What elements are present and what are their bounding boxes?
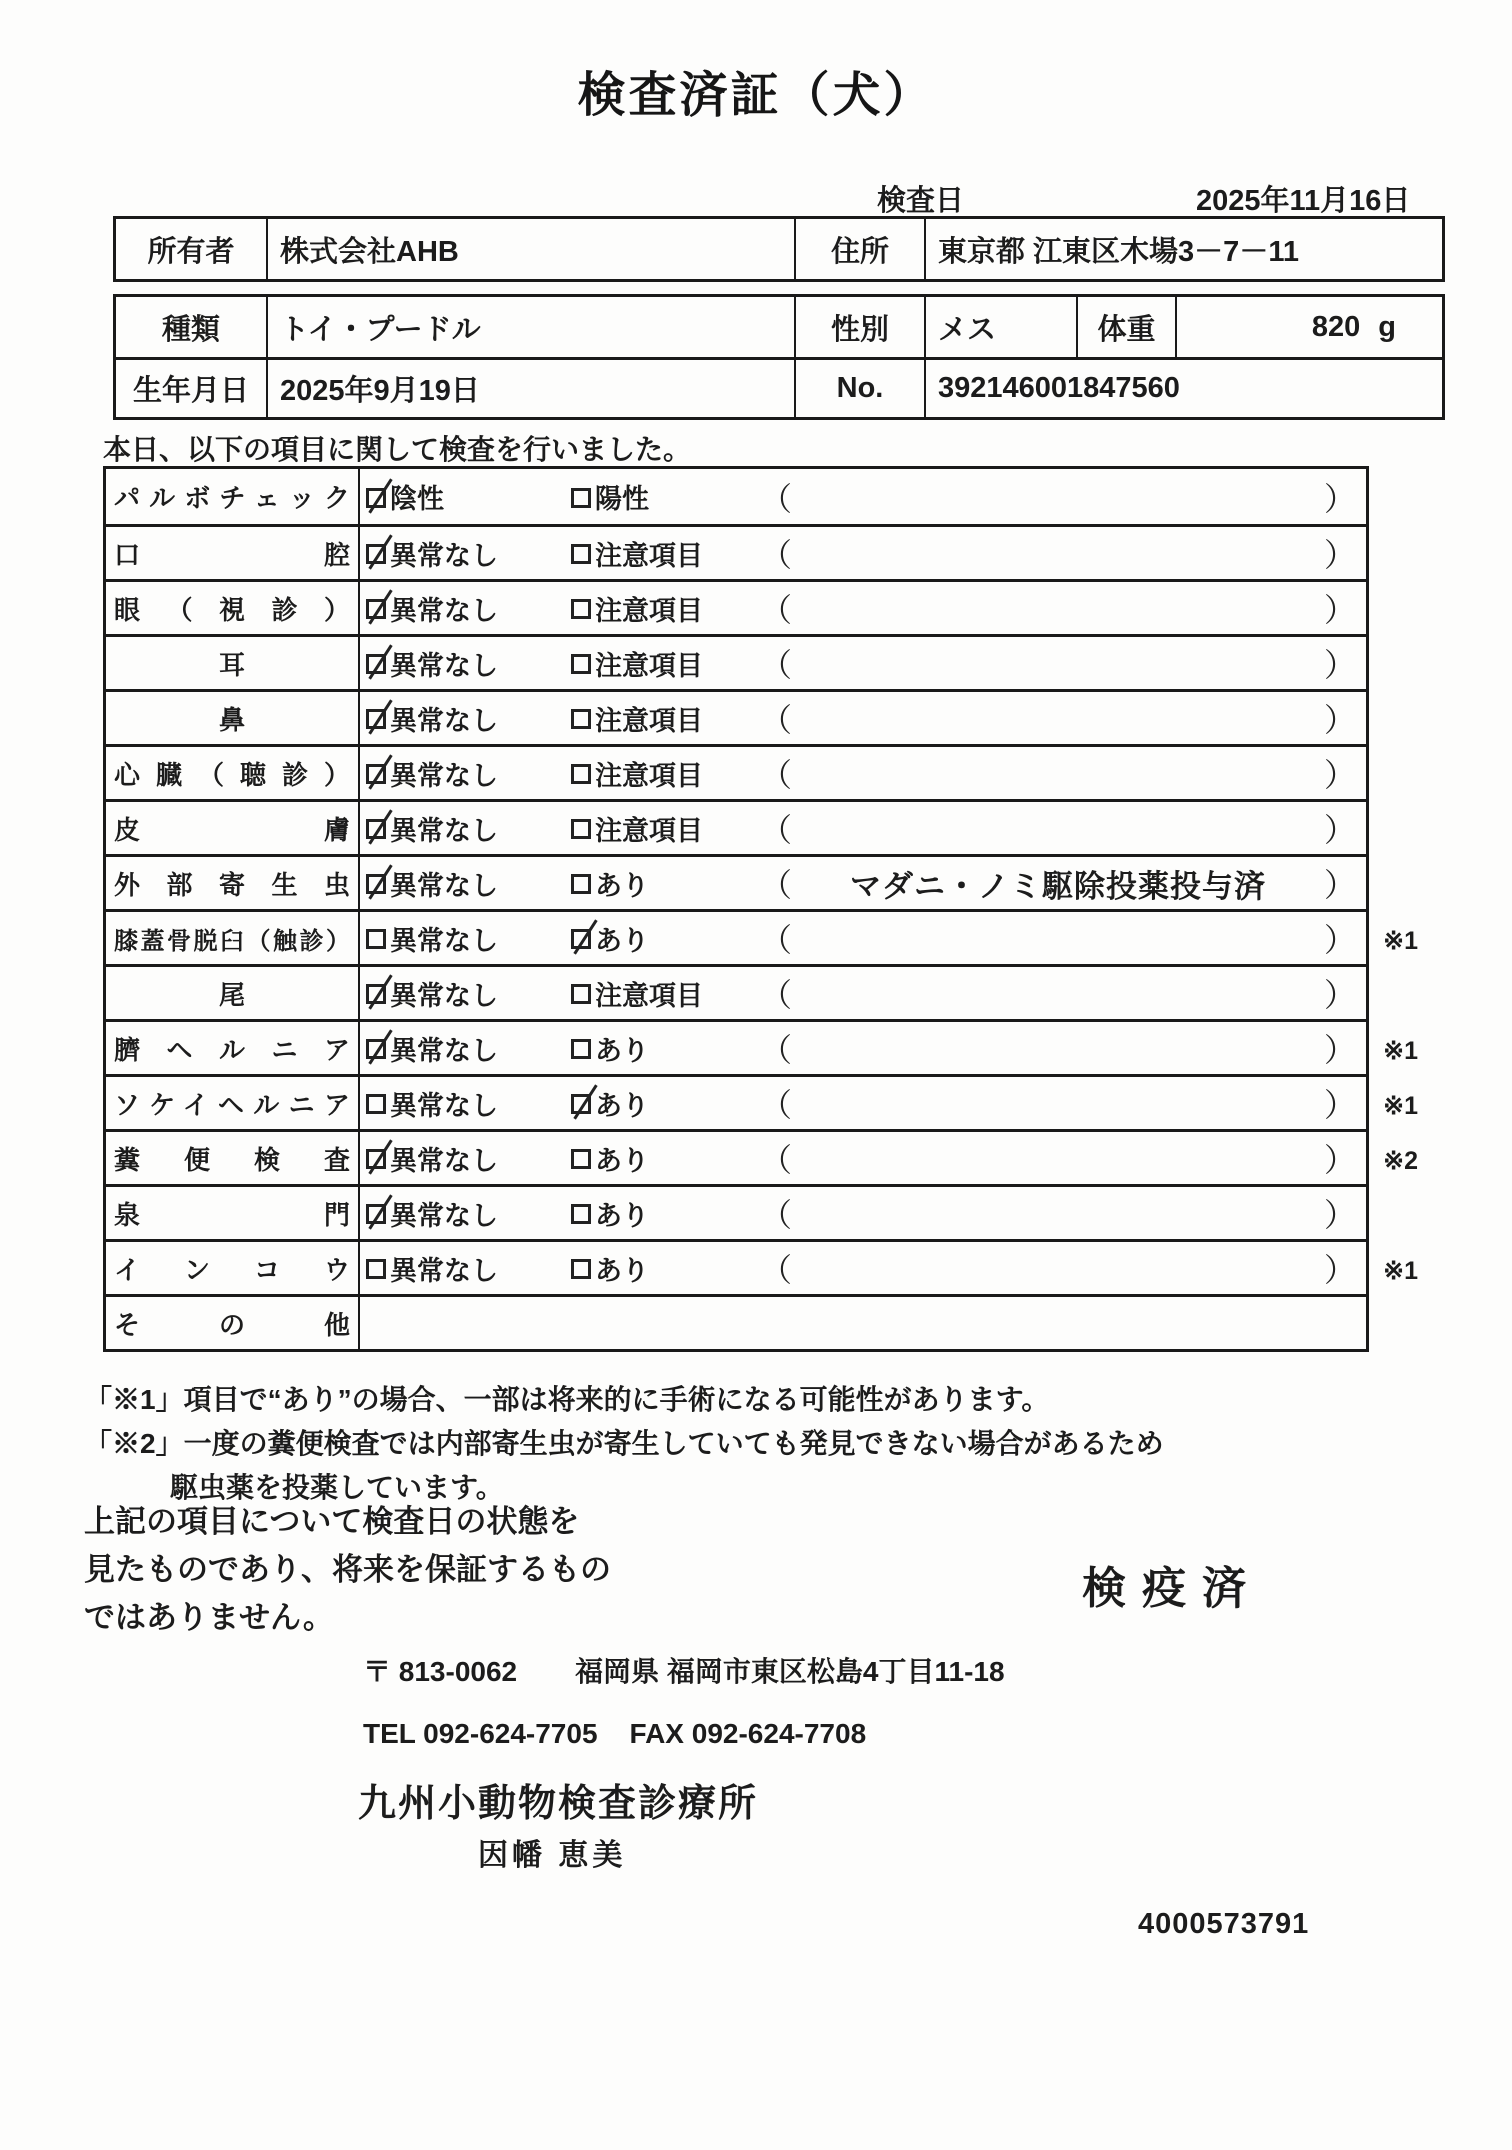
opt2-label: 注意項目: [595, 540, 703, 571]
option-opt2: [571, 534, 760, 573]
row-label: [106, 1242, 360, 1294]
opt1-checkbox-icon: [366, 819, 386, 839]
row-label-text: 泉門: [114, 1199, 350, 1230]
disclaimer-text: [84, 1498, 611, 1642]
paren-open: （: [760, 702, 793, 738]
owner-value: 株式会社AHB: [268, 219, 796, 279]
row-label: [106, 1187, 360, 1239]
row-content: [360, 802, 1366, 854]
option-opt1: [366, 1194, 571, 1233]
option-opt1: [366, 477, 571, 516]
inspection-row: [106, 524, 1366, 579]
opt2-label: 注意項目: [595, 760, 703, 791]
footnotes: [84, 1378, 1164, 1510]
paren-close: ）: [1323, 702, 1356, 738]
row-label-text: 口腔: [114, 539, 350, 570]
paren-close: ）: [1323, 757, 1356, 793]
opt1-checkbox-icon: [366, 1259, 386, 1279]
opt2-checkbox-icon: [571, 819, 591, 839]
weight-value: 820: [1311, 310, 1361, 343]
opt1-label: 異常なし: [390, 760, 498, 791]
remark-field: [760, 915, 1366, 961]
option-opt2: [571, 919, 760, 958]
row-label: [106, 527, 360, 579]
option-opt2: [571, 1139, 760, 1178]
inspection-date-label: 検査日: [877, 185, 965, 217]
opt2-label: 注意項目: [595, 705, 703, 736]
disclaimer-line-3: ではありません。: [84, 1600, 334, 1635]
sex-value: メス: [926, 297, 1078, 357]
row-content: [360, 1022, 1366, 1074]
footnote-mark: ※1: [1383, 927, 1418, 955]
remark-field: [760, 805, 1366, 851]
opt2-checkbox-icon: [571, 1259, 591, 1279]
option-opt1: [366, 644, 571, 683]
row-label: [106, 469, 360, 524]
row-content: [360, 469, 1366, 524]
option-opt2: [571, 864, 760, 903]
page-title: 検査済証（犬）: [577, 69, 935, 122]
paren-open: （: [760, 867, 793, 903]
remark-field: [760, 1025, 1366, 1071]
row-label: [106, 857, 360, 909]
opt1-label: 異常なし: [390, 1090, 498, 1121]
inspection-row: [106, 799, 1366, 854]
opt2-checkbox-icon: [571, 1149, 591, 1169]
option-opt2: [571, 754, 760, 793]
paren-open: （: [760, 812, 793, 848]
inspection-row: [106, 909, 1418, 964]
row-content: [360, 1077, 1366, 1129]
opt1-label: 異常なし: [390, 1200, 498, 1231]
disclaimer-line-2: 見たものであり、将来を保証するもの: [84, 1552, 611, 1587]
pet-row-1: [116, 297, 1442, 357]
row-content: [360, 1187, 1366, 1239]
remark-field: [760, 530, 1366, 576]
opt2-label: 陽性: [595, 484, 649, 514]
opt2-checkbox-icon: [571, 929, 591, 949]
inspection-row: [106, 1239, 1418, 1294]
row-label: [106, 747, 360, 799]
postal-code: 〒 813-0062: [363, 1656, 518, 1687]
vet-name: 因幡 恵美: [478, 1839, 627, 1872]
row-label-text: 臍ヘルニア: [114, 1034, 350, 1065]
opt1-checkbox-icon: [366, 1149, 386, 1169]
paren-close: ）: [1323, 867, 1356, 903]
owner-address-value: 東京都 江東区木場3－7－11: [938, 235, 1299, 268]
paren-close: ）: [1323, 922, 1356, 958]
paren-open: （: [760, 1032, 793, 1068]
row-label-text: 尾: [218, 979, 245, 1010]
tel-number: TEL 092-624-7705: [363, 1718, 598, 1749]
remark-field: [760, 750, 1366, 796]
option-opt1: [366, 809, 571, 848]
paren-open: （: [760, 922, 793, 958]
row-label: [106, 1077, 360, 1129]
opt2-checkbox-icon: [571, 544, 591, 564]
option-opt2: [571, 809, 760, 848]
row-content: [360, 692, 1366, 744]
paren-open: （: [760, 1087, 793, 1123]
opt2-label: 注意項目: [595, 650, 703, 681]
remark-field: [760, 640, 1366, 686]
opt2-label: 注意項目: [595, 815, 703, 846]
sex-label: 性別: [796, 297, 926, 357]
opt1-checkbox-icon: [366, 764, 386, 784]
opt1-label: 異常なし: [390, 925, 498, 956]
inspection-row: [106, 634, 1366, 689]
option-opt2: [571, 589, 760, 628]
option-opt2: [571, 699, 760, 738]
intro-text: 本日、以下の項目に関して検査を行いました。: [103, 434, 692, 465]
weight-unit: g: [1378, 310, 1396, 343]
opt1-checkbox-icon: [366, 488, 386, 508]
opt2-checkbox-icon: [571, 599, 591, 619]
paren-open: （: [760, 977, 793, 1013]
option-opt2: [571, 1029, 760, 1068]
inspection-row: [106, 579, 1366, 634]
row-label: [106, 637, 360, 689]
option-opt1: [366, 919, 571, 958]
opt1-checkbox-icon: [366, 709, 386, 729]
option-opt1: [366, 864, 571, 903]
footnote-2: 「※2」一度の糞便検査では内部寄生虫が寄生していても発見できない場合があるため: [84, 1428, 1164, 1459]
option-opt1: [366, 534, 571, 573]
inspection-row: [106, 1019, 1418, 1074]
owner-label: 所有者: [116, 219, 268, 279]
option-opt1: [366, 589, 571, 628]
row-label-text: インコウ: [114, 1254, 350, 1285]
option-opt1: [366, 1029, 571, 1068]
row-label-text: 糞便検査: [114, 1144, 350, 1175]
opt1-label: 異常なし: [390, 705, 498, 736]
paren-close: ）: [1323, 592, 1356, 628]
breed-label: 種類: [116, 297, 268, 357]
opt1-checkbox-icon: [366, 874, 386, 894]
opt1-checkbox-icon: [366, 654, 386, 674]
inspection-row: [106, 1294, 1366, 1349]
row-label-text: パルボチェック: [114, 483, 350, 513]
row-label: [106, 1022, 360, 1074]
birth-label: 生年月日: [116, 360, 268, 417]
option-opt1: [366, 699, 571, 738]
option-opt1: [366, 1084, 571, 1123]
opt1-label: 異常なし: [390, 650, 498, 681]
disclaimer-line-1: 上記の項目について検査日の状態を: [84, 1504, 580, 1539]
inspection-row: [106, 1074, 1418, 1129]
clinic-tel-line: [363, 1718, 866, 1750]
row-content: [360, 1242, 1366, 1294]
option-opt2: [571, 477, 760, 516]
opt1-checkbox-icon: [366, 544, 386, 564]
paren-close: ）: [1323, 647, 1356, 683]
opt2-checkbox-icon: [571, 1039, 591, 1059]
opt2-label: あり: [595, 925, 649, 956]
remark-field: [760, 474, 1366, 520]
opt1-label: 異常なし: [390, 815, 498, 846]
remark-field: [760, 585, 1366, 631]
paren-close: ）: [1323, 1032, 1356, 1068]
paren-open: （: [760, 480, 793, 517]
footnote-mark: ※2: [1383, 1147, 1418, 1175]
row-label: [106, 912, 360, 964]
remark-field: [760, 1135, 1366, 1181]
opt1-label: 異常なし: [390, 870, 498, 901]
row-content: [360, 637, 1366, 689]
option-opt1: [366, 1139, 571, 1178]
opt1-label: 異常なし: [390, 1035, 498, 1066]
row-label: [106, 692, 360, 744]
paren-open: （: [760, 1252, 793, 1288]
opt2-checkbox-icon: [571, 1204, 591, 1224]
row-label-text: 外部寄生虫: [114, 869, 350, 900]
row-label-text: 心臓（聴診）: [114, 759, 350, 790]
pet-row-2: [116, 357, 1442, 417]
remark-text: マダニ・ノミ駆除投薬投与済: [850, 868, 1266, 904]
row-content: [360, 967, 1366, 1019]
clinic-postal-line: [363, 1650, 1005, 1690]
paren-open: （: [760, 592, 793, 628]
opt1-checkbox-icon: [366, 1094, 386, 1114]
weight-cell: [1177, 297, 1442, 357]
opt2-label: あり: [595, 1090, 649, 1121]
row-label: [106, 1297, 360, 1349]
opt2-checkbox-icon: [571, 488, 591, 508]
paren-close: ）: [1323, 812, 1356, 848]
remark-field: [760, 695, 1366, 741]
inspection-row: [106, 689, 1366, 744]
footnote-2-cont: 駆虫薬を投薬しています。: [170, 1472, 504, 1503]
paren-close: ）: [1323, 480, 1356, 517]
row-label: [106, 582, 360, 634]
remark-field: [760, 1080, 1366, 1126]
breed-value: トイ・プードル: [268, 297, 796, 357]
remark-field: [760, 1190, 1366, 1236]
opt1-label: 異常なし: [390, 540, 498, 571]
opt1-label: 異常なし: [390, 980, 498, 1011]
opt2-label: あり: [595, 1200, 649, 1231]
paren-close: ）: [1323, 1142, 1356, 1178]
opt2-checkbox-icon: [571, 709, 591, 729]
paren-close: ）: [1323, 537, 1356, 573]
paren-open: （: [760, 537, 793, 573]
paren-open: （: [760, 647, 793, 683]
opt2-checkbox-icon: [571, 654, 591, 674]
paren-close: ）: [1323, 1252, 1356, 1288]
paren-close: ）: [1323, 1197, 1356, 1233]
owner-address-label: 住所: [796, 219, 926, 279]
inspection-table: [103, 466, 1418, 1352]
paren-open: （: [760, 757, 793, 793]
remark-field: [760, 970, 1366, 1016]
clinic-name: 九州小動物検査診療所: [358, 1783, 759, 1825]
opt2-checkbox-icon: [571, 764, 591, 784]
row-content: [360, 582, 1366, 634]
footnote-mark: ※1: [1383, 1257, 1418, 1285]
row-label-text: 鼻: [218, 704, 245, 735]
option-opt2: [571, 1084, 760, 1123]
row-content: [360, 912, 1366, 964]
opt2-checkbox-icon: [571, 874, 591, 894]
no-label: No.: [796, 360, 926, 417]
option-opt2: [571, 1194, 760, 1233]
row-content: [360, 527, 1366, 579]
inspection-row: [106, 744, 1366, 799]
opt2-checkbox-icon: [571, 1094, 591, 1114]
option-opt1: [366, 974, 571, 1013]
opt1-checkbox-icon: [366, 599, 386, 619]
row-content: [360, 747, 1366, 799]
option-opt2: [571, 644, 760, 683]
fax-number: FAX 092-624-7708: [629, 1718, 867, 1749]
remark-field: [760, 860, 1366, 906]
option-opt1: [366, 1249, 571, 1288]
opt1-label: 異常なし: [390, 595, 498, 626]
opt2-label: あり: [595, 1145, 649, 1176]
row-label-text: 皮膚: [114, 814, 350, 845]
row-content: [360, 1297, 1366, 1349]
row-label-text: 耳: [218, 649, 245, 680]
opt2-checkbox-icon: [571, 984, 591, 1004]
owner-row: [116, 219, 1442, 279]
clinic-address: 福岡県 福岡市東区松島4丁目11-18: [575, 1656, 1005, 1687]
opt1-label: 異常なし: [390, 1145, 498, 1176]
row-label: [106, 1132, 360, 1184]
opt2-label: 注意項目: [595, 980, 703, 1011]
opt1-checkbox-icon: [366, 984, 386, 1004]
row-content: [360, 1132, 1366, 1184]
no-value: 392146001847560: [938, 372, 1180, 404]
weight-label: 体重: [1078, 297, 1177, 357]
row-label-text: 眼（視診）: [114, 594, 350, 625]
opt1-checkbox-icon: [366, 1204, 386, 1224]
serial-number: 4000573791: [1138, 1908, 1310, 1940]
opt2-label: あり: [595, 1255, 649, 1286]
paren-close: ）: [1323, 1087, 1356, 1123]
owner-table: [113, 216, 1445, 282]
row-label-text: ソケイヘルニア: [114, 1089, 350, 1120]
option-opt1: [366, 754, 571, 793]
inspection-row: [106, 1129, 1418, 1184]
inspection-row: [106, 854, 1366, 909]
remark-field: [760, 1245, 1366, 1291]
paren-close: ）: [1323, 977, 1356, 1013]
inspection-date-value: 2025年11月16日: [1196, 185, 1411, 217]
inspection-row: [106, 469, 1366, 524]
paren-open: （: [760, 1142, 793, 1178]
pet-table: [113, 294, 1445, 420]
footnote-1: 「※1」項目で“あり”の場合、一部は将来的に手術になる可能性があります。: [84, 1384, 1050, 1415]
birth-value: 2025年9月19日: [268, 360, 796, 417]
opt1-label: 異常なし: [390, 1255, 498, 1286]
row-label-text: その他: [114, 1309, 350, 1340]
opt1-checkbox-icon: [366, 929, 386, 949]
quarantine-stamp: 検疫済: [1082, 1564, 1262, 1613]
footnote-mark: ※1: [1383, 1092, 1418, 1120]
paren-open: （: [760, 1197, 793, 1233]
row-content: [360, 857, 1366, 909]
opt2-label: あり: [595, 1035, 649, 1066]
opt1-checkbox-icon: [366, 1039, 386, 1059]
option-opt2: [571, 974, 760, 1013]
inspection-row: [106, 1184, 1366, 1239]
row-label: [106, 967, 360, 1019]
option-opt2: [571, 1249, 760, 1288]
row-label: [106, 802, 360, 854]
inspection-row: [106, 964, 1366, 1019]
opt2-label: 注意項目: [595, 595, 703, 626]
opt1-label: 陰性: [390, 484, 444, 514]
footnote-mark: ※1: [1383, 1037, 1418, 1065]
row-label-text: 膝蓋骨脱臼（触診）: [114, 927, 350, 955]
opt2-label: あり: [595, 870, 649, 901]
